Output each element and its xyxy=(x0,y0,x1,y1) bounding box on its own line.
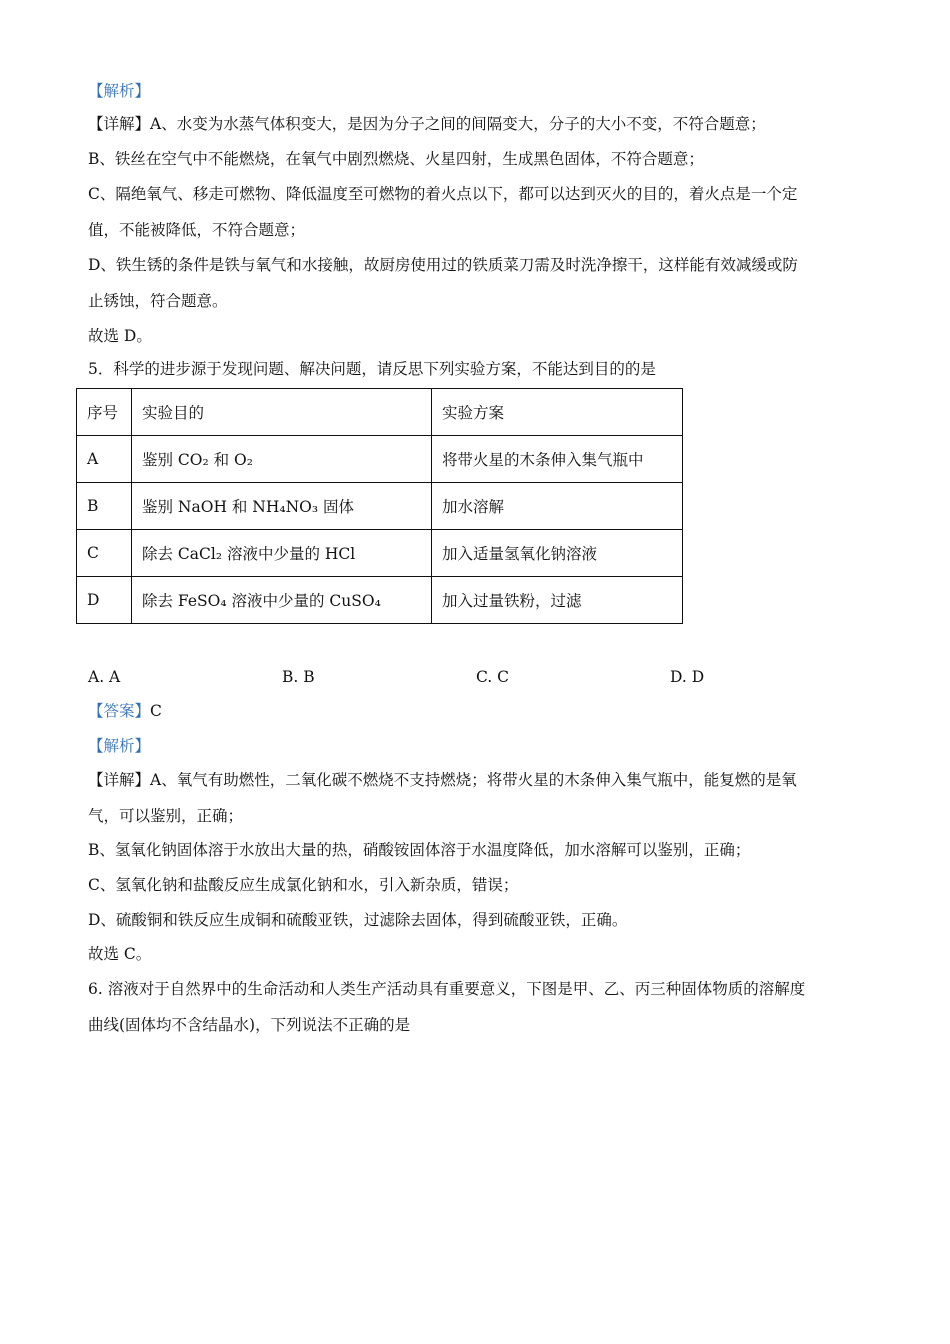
row-plan: 加水溶解 xyxy=(432,483,683,530)
detail-text: A、氧气有助燃性，二氧化碳不燃烧不支持燃烧；将带火星的木条伸入集气瓶中，能复燃的是氧 xyxy=(150,771,797,789)
detail-text: A、水变为水蒸气体积变大，是因为分子之间的间隔变大，分子的大小不变，不符合题意； xyxy=(150,115,766,133)
detail-line: B、氢氧化钠固体溶于水放出大量的热，硝酸铵固体溶于水温度降低，加水溶解可以鉴别，正确； xyxy=(88,841,751,859)
option-c: C. C xyxy=(476,668,510,686)
conclusion-line: 故选 C。 xyxy=(88,945,152,963)
detail-line xyxy=(88,113,766,135)
table-row xyxy=(77,436,683,483)
table-header-cell: 实验目的 xyxy=(132,389,432,436)
table-row xyxy=(77,577,683,624)
row-id: D xyxy=(77,577,132,624)
table-row xyxy=(77,530,683,577)
detail-line: 止锈蚀，符合题意。 xyxy=(88,292,228,310)
table-header-cell: 序号 xyxy=(77,389,132,436)
conclusion-line: 故选 D。 xyxy=(88,327,152,345)
row-purpose: 除去 CaCl₂ 溶液中少量的 HCl xyxy=(132,530,432,577)
question-stem-cont: 曲线(固体均不含结晶水)，下列说法不正确的是 xyxy=(88,1016,411,1034)
detail-line: 气，可以鉴别，正确； xyxy=(88,807,244,825)
question-stem: 5．科学的进步源于发现问题、解决问题，请反思下列实验方案，不能达到目的的是 xyxy=(88,360,656,378)
row-plan: 加入过量铁粉，过滤 xyxy=(432,577,683,624)
detail-line: D、硫酸铜和铁反应生成铜和硫酸亚铁，过滤除去固体，得到硫酸亚铁，正确。 xyxy=(88,911,628,929)
detail-line: D、铁生锈的条件是铁与氧气和水接触，故厨房使用过的铁质菜刀需及时洗净擦干，这样能有效减缓或防 xyxy=(88,256,798,274)
question-stem: 6. 溶液对于自然界中的生命活动和人类生产活动具有重要意义，下图是甲、乙、丙三种固体物质的溶解度 xyxy=(88,980,806,998)
detail-line: 值，不能被降低，不符合题意； xyxy=(88,221,306,239)
table-header-row xyxy=(77,389,683,436)
jiexi-label: 【解析】 xyxy=(88,82,151,100)
option-d: D. D xyxy=(670,668,705,686)
jiexi-label: 【解析】 xyxy=(88,737,151,755)
row-id: B xyxy=(77,483,132,530)
detail-tag: 【详解】 xyxy=(88,771,151,789)
experiment-table xyxy=(76,388,683,624)
row-id: A xyxy=(77,436,132,483)
table-row xyxy=(77,483,683,530)
option-b: B. B xyxy=(282,668,315,686)
answer-tag: 【答案】 xyxy=(88,702,151,720)
detail-line: B、铁丝在空气中不能燃烧，在氧气中剧烈燃烧、火星四射，生成黑色固体，不符合题意； xyxy=(88,150,704,168)
answer-value: C xyxy=(150,702,162,720)
detail-line: C、氢氧化钠和盐酸反应生成氯化钠和水，引入新杂质，错误； xyxy=(88,876,519,894)
row-plan: 将带火星的木条伸入集气瓶中 xyxy=(432,436,683,483)
option-a: A. A xyxy=(88,668,121,686)
detail-line xyxy=(88,769,797,791)
table-header-cell: 实验方案 xyxy=(432,389,683,436)
row-id: C xyxy=(77,530,132,577)
row-plan: 加入适量氢氧化钠溶液 xyxy=(432,530,683,577)
row-purpose: 除去 FeSO₄ 溶液中少量的 CuSO₄ xyxy=(132,577,432,624)
row-purpose: 鉴别 NaOH 和 NH₄NO₃ 固体 xyxy=(132,483,432,530)
row-purpose: 鉴别 CO₂ 和 O₂ xyxy=(132,436,432,483)
detail-line: C、隔绝氧气、移走可燃物、降低温度至可燃物的着火点以下，都可以达到灭火的目的，着火点是一个定 xyxy=(88,185,798,203)
detail-tag: 【详解】 xyxy=(88,115,151,133)
answer-line xyxy=(88,700,162,722)
